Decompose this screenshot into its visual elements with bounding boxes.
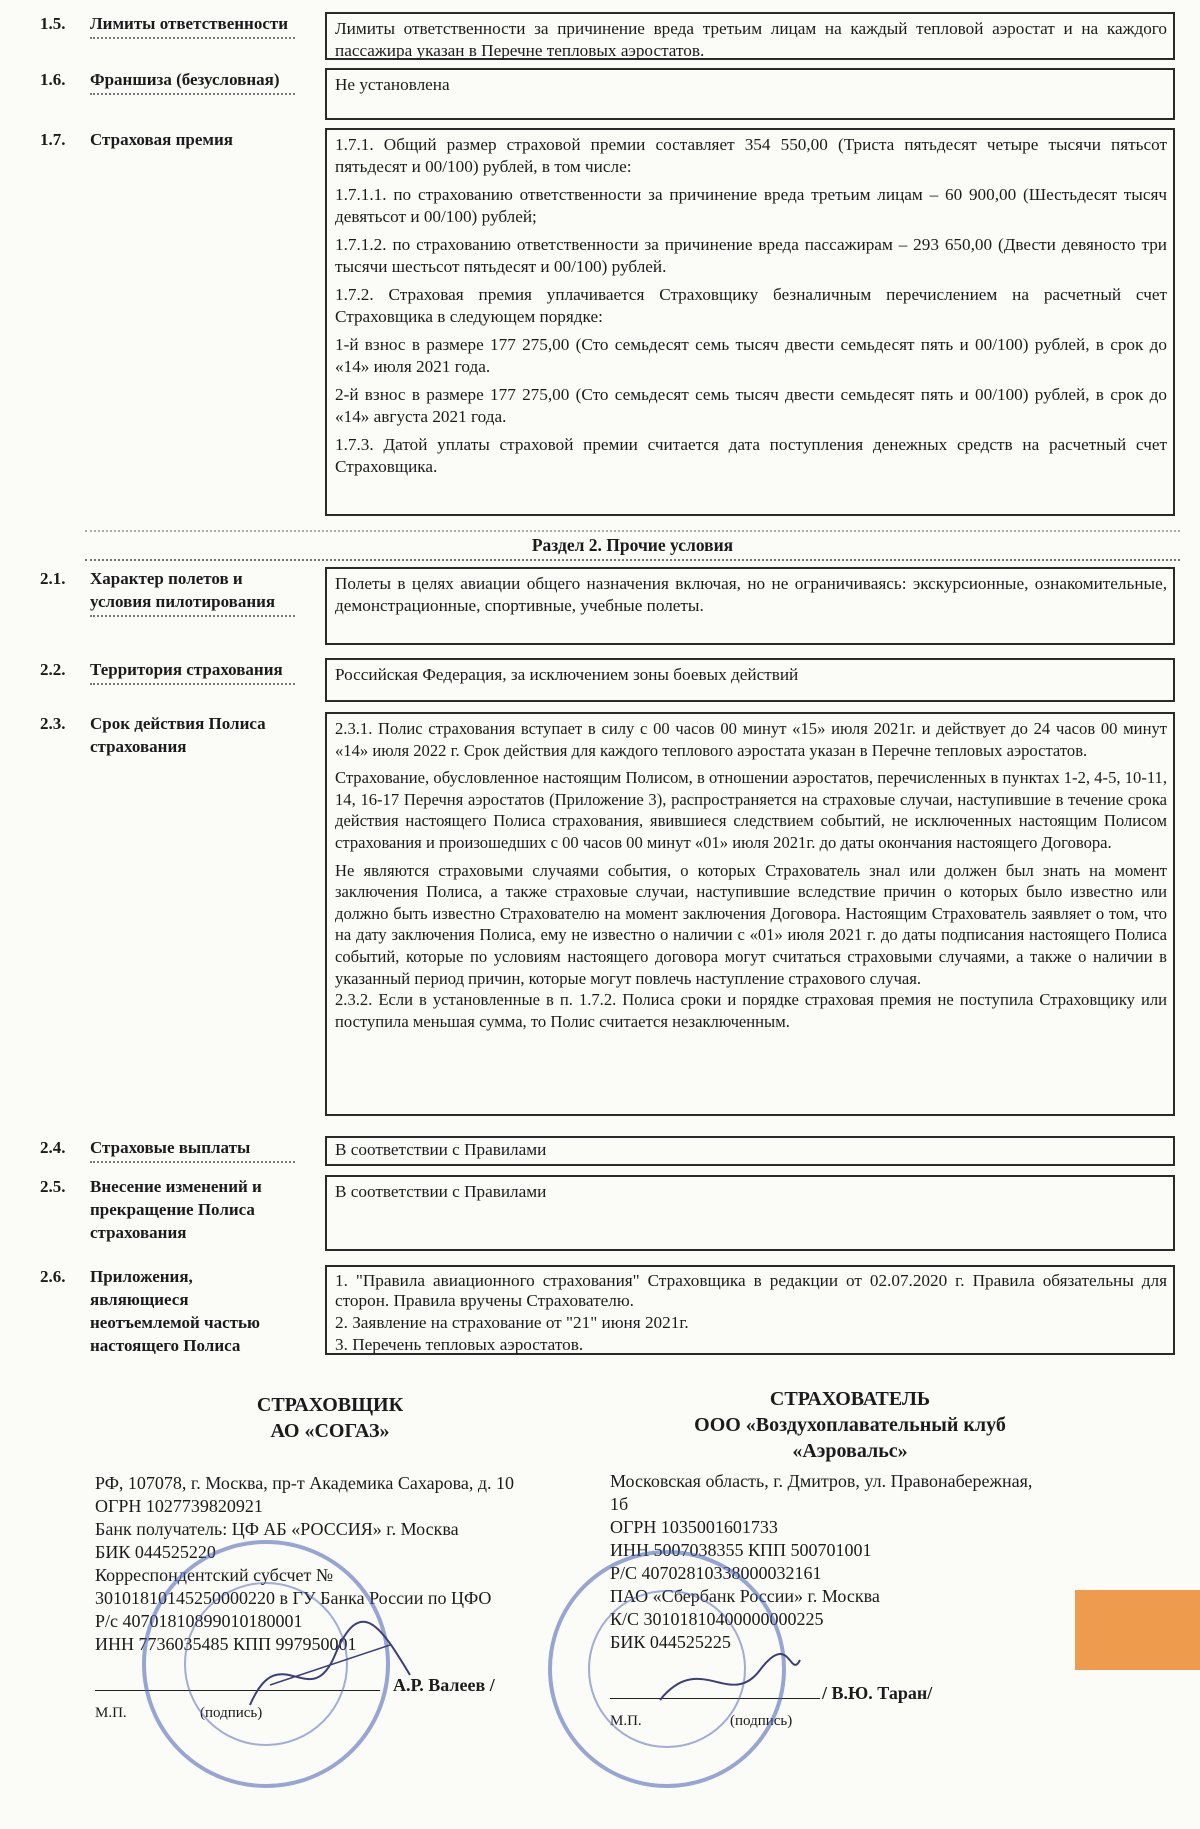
policyholder-detail-line: БИК 044525225 bbox=[610, 1632, 731, 1652]
row-text: Российская Федерация, за исключением зоны боевых действий bbox=[335, 665, 799, 684]
row-number: 2.3. bbox=[40, 714, 66, 733]
row-text: 1.7.1.2. по страхованию ответственности за причинение вреда пассажирам – 293 650,00 (Двести девяносто три тысячи шестьсот пятьдесят и 00/100) рублей. bbox=[335, 235, 1167, 276]
row-value-box bbox=[325, 658, 1175, 702]
row-text: 3. Перечень тепловых аэростатов. bbox=[335, 1335, 584, 1354]
policyholder-detail-line: Р/С 40702810338000032161 bbox=[610, 1563, 822, 1583]
row-text: Страхование, обусловленное настоящим Полисом, в отношении аэростатов, перечисленных в пунктах 1-2, 4-5, 10-11, 14, 16-17 Перечня аэростатов (Приложение 3), распространяется на страховые случаи, наступившие в течение срока действия настоящего Полиса страхования, явившиеся следствием событий, не исключенных настоящим Полисом страхования и произошедших с 00 часов 00 минут «01» июля 2021г. до даты окончания настоящего Договора. bbox=[335, 768, 1167, 852]
row-number: 2.6. bbox=[40, 1267, 66, 1286]
policyholder-signature-icon bbox=[650, 1640, 810, 1720]
row-number: 1.7. bbox=[40, 130, 66, 149]
insurer-detail-line: ИНН 7736035485 КПП 997950001 bbox=[95, 1634, 357, 1654]
row-number: 2.2. bbox=[40, 660, 66, 679]
policyholder-name: ООО «Воздухоплавательный клуб bbox=[694, 1414, 1006, 1436]
policyholder-name-cont: «Аэровальс» bbox=[792, 1440, 908, 1462]
row-number: 1.5. bbox=[40, 14, 66, 33]
insurer-detail-line: ОГРН 1027739820921 bbox=[95, 1496, 263, 1516]
row-label: Срок действия Полиса страхования bbox=[90, 714, 266, 756]
row-label: Страховая премия bbox=[90, 130, 233, 149]
row-value-box bbox=[325, 128, 1175, 516]
row-label: Территория страхования bbox=[90, 658, 295, 685]
insurer-detail-line: РФ, 107078, г. Москва, пр-т Академика Сахарова, д. 10 bbox=[95, 1473, 515, 1493]
insurer-signature-icon bbox=[240, 1615, 420, 1725]
row-value-box bbox=[325, 12, 1175, 60]
insurer-signer-name: А.Р. Валеев / bbox=[393, 1675, 495, 1695]
section-2-title: Раздел 2. Прочие условия bbox=[85, 530, 1180, 561]
row-value-box bbox=[325, 1136, 1175, 1166]
insurer-detail-line: Р/с 40701810899010180001 bbox=[95, 1611, 303, 1631]
row-text: 1.7.2. Страховая премия уплачивается Страховщику безналичным перечислением на расчетный счет Страховщика в следующем порядке: bbox=[335, 285, 1167, 326]
row-text: В соответствии с Правилами bbox=[335, 1182, 547, 1201]
insurer-detail-line: Корреспондентский субсчет № bbox=[95, 1565, 334, 1585]
row-text: 1.7.1. Общий размер страховой премии составляет 354 550,00 (Триста пятьдесят четыре тысячи пятьсот пятьдесят и 00/100) рублей, в том числе: bbox=[335, 135, 1167, 176]
row-text: 1.7.1.1. по страхованию ответственности за причинение вреда третьим лицам – 60 900,00 (Шестьдесят тысяч девятьсот и 00/100) рублей; bbox=[335, 185, 1167, 226]
row-value-box bbox=[325, 68, 1175, 120]
row-number: 2.4. bbox=[40, 1138, 66, 1157]
orange-sticker bbox=[1075, 1590, 1200, 1670]
row-text: Лимиты ответственности за причинение вреда третьим лицам на каждый тепловой аэростат и на каждого пассажира указан в Перечне тепловых аэростатов. bbox=[335, 19, 1167, 60]
insurer-detail-line: 30101810145250000220 в ГУ Банка России по ЦФО bbox=[95, 1588, 492, 1608]
policyholder-title: СТРАХОВАТЕЛЬ bbox=[769, 1388, 931, 1410]
policyholder-detail-line: Московская область, г. Дмитров, ул. Правонабережная, bbox=[610, 1471, 1033, 1491]
row-text: 2-й взнос в размере 177 275,00 (Сто семьдесят семь тысяч двести семьдесят пять и 00/100) рублей, в срок до «14» августа 2021 года. bbox=[335, 385, 1167, 426]
policyholder-detail-line: К/С 30101810400000000225 bbox=[610, 1609, 824, 1629]
row-text: 1. "Правила авиационного страхования" Страховщика в редакции от 02.07.2020 г. Правила обязательны для сторон. Правила вручены Страхователю. bbox=[335, 1271, 1167, 1310]
row-text: 1.7.3. Датой уплаты страховой премии считается дата поступления денежных средств на расчетный счет Страховщика. bbox=[335, 435, 1167, 476]
policyholder-detail-line: ИНН 5007038355 КПП 500701001 bbox=[610, 1540, 872, 1560]
row-value-box bbox=[325, 1175, 1175, 1251]
row-value-box bbox=[325, 712, 1175, 1116]
row-text: Не установлена bbox=[335, 75, 450, 94]
row-label: Приложения, являющиеся неотъемлемой частью настоящего Полиса bbox=[90, 1267, 260, 1355]
policyholder-detail-line: ПАО «Сбербанк России» г. Москва bbox=[610, 1586, 880, 1606]
row-text: 2.3.1. Полис страхования вступает в силу с 00 часов 00 минут «15» июля 2021г. и действует до 24 часов 00 минут «14» июля 2022 г. Срок действия для каждого теплового аэростата указан в Перечне тепловых аэростатов. bbox=[335, 719, 1167, 760]
row-number: 1.6. bbox=[40, 70, 66, 89]
insurer-sign-caption: (подпись) bbox=[200, 1705, 263, 1721]
row-text: 2. Заявление на страхование от "21" июня 2021г. bbox=[335, 1313, 689, 1332]
row-text: Полеты в целях авиации общего назначения включая, но не ограничиваясь: экскурсионные, ознакомительные, демонстрационные, спортивные, учебные полеты. bbox=[335, 574, 1167, 615]
row-label: Характер полетов и условия пилотирования bbox=[90, 567, 295, 617]
policyholder-detail-line: ОГРН 1035001601733 bbox=[610, 1517, 778, 1537]
insurer-detail-line: Банк получатель: ЦФ АБ «РОССИЯ» г. Москва bbox=[95, 1519, 459, 1539]
row-text: В соответствии с Правилами bbox=[335, 1140, 547, 1159]
row-label: Страховые выплаты bbox=[90, 1136, 295, 1163]
insurer-mp: М.П. bbox=[95, 1705, 127, 1721]
row-number: 2.5. bbox=[40, 1177, 66, 1196]
insurer-title: СТРАХОВЩИК bbox=[256, 1394, 404, 1416]
row-value-box bbox=[325, 567, 1175, 645]
row-value-box bbox=[325, 1265, 1175, 1355]
insurer-name: АО «СОГАЗ» bbox=[270, 1420, 390, 1442]
row-text: Не являются страховыми случаями события, о которых Страхователь знал или должен был знать на момент заключения Полиса, а также страховые случаи, наступившие вследствие причин о которых было известно или должно быть известно Страхователю на момент заключения Договора. Настоящим Страхователь заявляет о том, что на дату заключения Полиса, ему не известно о наличии с «01» июля 2021 г. до даты подписания настоящего Полиса событий, которые по условиям настоящего договора могут считаться страховыми случаями, а также о наличии в указанный период причин, которые могут повлечь наступление страхового случая. bbox=[335, 860, 1167, 988]
policyholder-sign-caption: (подпись) bbox=[730, 1713, 793, 1729]
row-label: Внесение изменений и прекращение Полиса страхования bbox=[90, 1177, 262, 1242]
insurer-detail-line: БИК 044525220 bbox=[95, 1542, 216, 1562]
row-number: 2.1. bbox=[40, 569, 66, 588]
policyholder-signer-name: / В.Ю. Таран/ bbox=[822, 1683, 933, 1703]
policyholder-mp: М.П. bbox=[610, 1713, 642, 1729]
row-label: Лимиты ответственности bbox=[90, 12, 295, 39]
row-text: 1-й взнос в размере 177 275,00 (Сто семьдесят семь тысяч двести семьдесят пять и 00/100) рублей, в срок до «14» июля 2021 года. bbox=[335, 335, 1167, 376]
row-label: Франшиза (безусловная) bbox=[90, 68, 295, 95]
row-text: 2.3.2. Если в установленные в п. 1.7.2. Полиса сроки и порядке страховая премия не поступила Страховщику или поступила меньшая сумма, то Полис считается незаключенным. bbox=[335, 990, 1167, 1031]
policyholder-detail-line: 1б bbox=[610, 1494, 629, 1514]
